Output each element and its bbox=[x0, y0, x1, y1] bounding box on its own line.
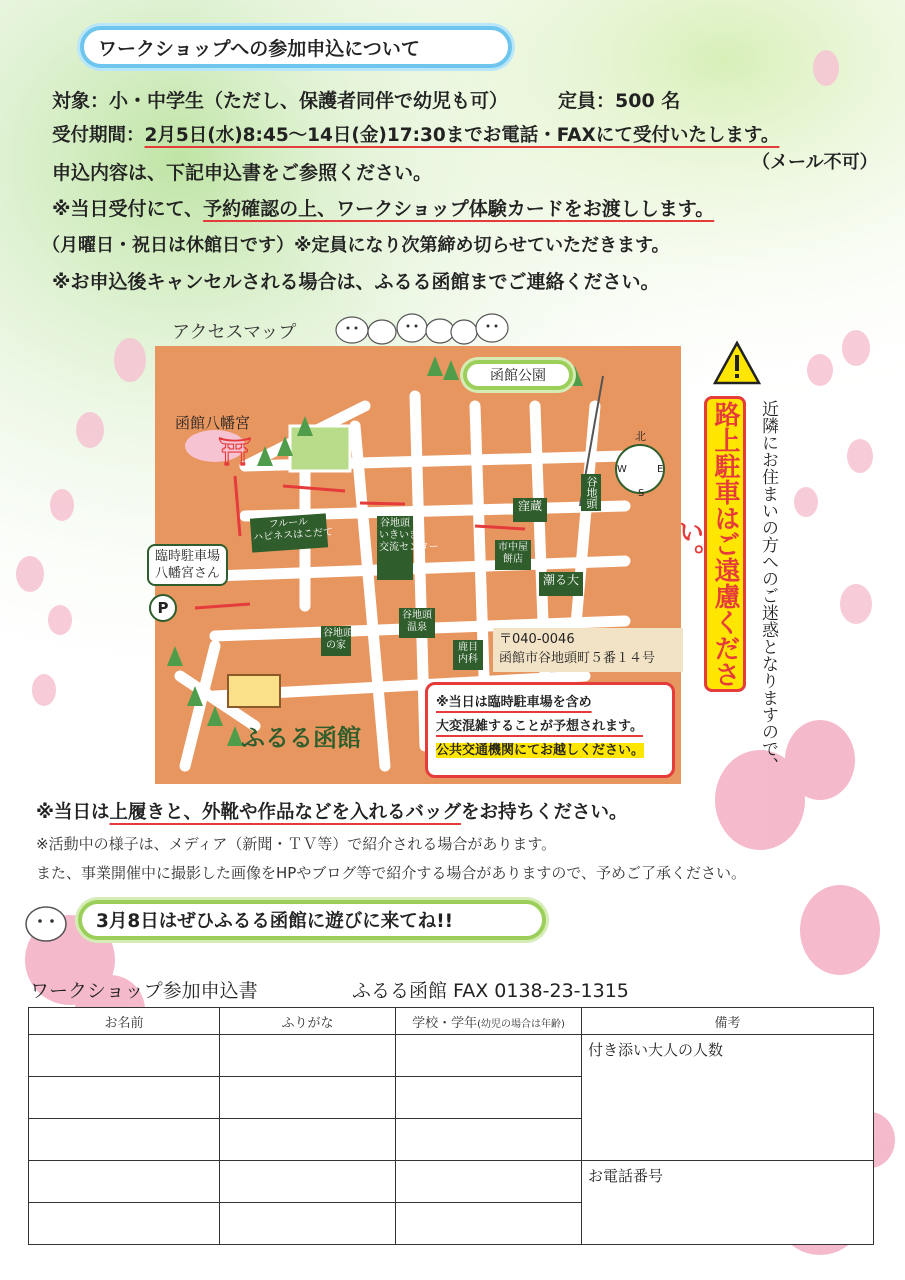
notice-l2: 大変混雑することが予想されます。 bbox=[436, 719, 643, 734]
access-map bbox=[155, 346, 681, 784]
invite-text: 3月8日はぜひふるる函館に遊びに来てね!! bbox=[96, 911, 454, 932]
name-cell-3[interactable] bbox=[29, 1119, 220, 1161]
reception-b: ワークショップ体験カード bbox=[336, 198, 564, 220]
school-cell-1[interactable] bbox=[396, 1035, 582, 1077]
period-line bbox=[52, 121, 779, 147]
no-parking-warning bbox=[674, 396, 746, 692]
reception-post: をお渡しします。 bbox=[563, 198, 715, 220]
reception-pre: ※当日受付にて、 bbox=[52, 198, 204, 220]
furigana-cell-3[interactable] bbox=[220, 1119, 396, 1161]
capacity-text: 定員：500 名 bbox=[558, 90, 681, 112]
address-box bbox=[493, 628, 683, 672]
name-cell-2[interactable] bbox=[29, 1077, 220, 1119]
cancel-line bbox=[52, 267, 659, 294]
school-cell-3[interactable] bbox=[396, 1119, 582, 1161]
period-text: 2月5日(水)8:45～14日(金)17:30までお電話・FAXにて受付いたします。 bbox=[144, 125, 780, 146]
place-center: 谷地頭 いきいき 交流センター bbox=[377, 516, 413, 580]
birds-illustration bbox=[332, 308, 522, 348]
furigana-cell-2[interactable] bbox=[220, 1077, 396, 1119]
target-line bbox=[52, 86, 508, 113]
place-kubo: 窪蔵 bbox=[513, 498, 547, 522]
map-title: アクセスマップ bbox=[172, 322, 297, 343]
place-kids: 谷地頭 の家 bbox=[321, 626, 351, 656]
no-mail-text: （メール不可） bbox=[752, 152, 878, 173]
parking-icon: P bbox=[149, 594, 177, 622]
bag-post: をお持ちください。 bbox=[461, 802, 628, 823]
closed-text: （月曜日・祝日は休館日です）※定員になり次第締め切らせていただきます。 bbox=[42, 235, 670, 256]
no-mail-line bbox=[752, 148, 878, 174]
place-flour: フルール ハピネスはこだて bbox=[250, 513, 328, 552]
content-text: 申込内容は、下記申込書をご参照ください。 bbox=[52, 162, 433, 184]
shrine-label: 函館八幡宮 bbox=[175, 414, 251, 432]
place-clinic: 鹿目 内科 bbox=[453, 640, 483, 670]
period-label: 受付期間： bbox=[52, 125, 145, 146]
phone-label: お電話番号 bbox=[588, 1167, 664, 1185]
phone-cell[interactable] bbox=[582, 1161, 874, 1245]
header-title bbox=[80, 26, 512, 68]
form-fax: ふるる函館 FAX 0138-23-1315 bbox=[352, 980, 629, 1002]
school-cell-5[interactable] bbox=[396, 1203, 582, 1245]
place-shiosai: 潮る大 bbox=[539, 572, 583, 596]
col-furigana: ふりがな bbox=[220, 1008, 396, 1035]
bag-pre: ※当日は bbox=[36, 802, 110, 823]
park-label bbox=[463, 360, 573, 390]
blog-note: また、事業開催中に撮影した画像をHPやブログ等で紹介する場合がありますので、予めご了承ください。 bbox=[36, 864, 747, 882]
address-text: 函館市谷地頭町５番１４号 bbox=[499, 651, 656, 666]
compass-e: E bbox=[657, 464, 664, 475]
address-zip: 〒040-0046 bbox=[499, 632, 575, 647]
col-name: お名前 bbox=[29, 1008, 220, 1035]
neighbor-note-text: 近隣にお住まいの方へのご迷惑となりますので、 bbox=[758, 400, 778, 774]
furigana-cell-5[interactable] bbox=[220, 1203, 396, 1245]
invite-banner bbox=[78, 900, 546, 940]
notice-l1: ※当日は臨時駐車場を含め bbox=[436, 695, 592, 710]
col-remarks: 備考 bbox=[582, 1008, 874, 1035]
place-ichinaka: 市中屋 餅店 bbox=[495, 540, 531, 570]
col-school: 学校・学年(幼児の場合は年齢) bbox=[396, 1008, 582, 1035]
cancel-text: ※お申込後キャンセルされる場合は、ふるる函館までご連絡ください。 bbox=[52, 271, 660, 293]
bag-a: 上履きと、外靴や作品などを入れるバッグ bbox=[109, 802, 462, 823]
closed-line bbox=[42, 231, 670, 257]
compass-north: 北 bbox=[635, 430, 646, 443]
torii-icon: ⛩ bbox=[217, 435, 253, 468]
neighbor-note bbox=[752, 400, 782, 790]
compass-w: W bbox=[617, 464, 627, 475]
capacity-line bbox=[558, 86, 680, 113]
furigana-cell-1[interactable] bbox=[220, 1035, 396, 1077]
parking-label: 臨時駐車場 八幡宮さん bbox=[147, 544, 228, 586]
place-yachigashira: 谷地頭 bbox=[581, 474, 601, 511]
adult-count-label: 付き添い大人の人数 bbox=[588, 1041, 724, 1059]
brand-logo: ふるる函館 bbox=[241, 724, 361, 752]
warning-icon bbox=[712, 340, 762, 386]
furigana-cell-4[interactable] bbox=[220, 1161, 396, 1203]
park-label-text: 函館公園 bbox=[490, 368, 546, 384]
house-icon bbox=[227, 674, 281, 708]
school-cell-4[interactable] bbox=[396, 1161, 582, 1203]
bag-line bbox=[36, 798, 628, 824]
notice-l3: 公共交通機関にてお越しください。 bbox=[436, 743, 645, 758]
name-cell-4[interactable] bbox=[29, 1161, 220, 1203]
target-text: 対象：小・中学生（ただし、保護者同伴で幼児も可） bbox=[52, 90, 509, 112]
bird-icon bbox=[22, 902, 72, 944]
header-title-text: ワークショップへの参加申込について bbox=[98, 37, 420, 60]
form-title: ワークショップ参加申込書 bbox=[30, 980, 258, 1002]
reception-line bbox=[52, 194, 714, 221]
place-onsen: 谷地頭 温泉 bbox=[399, 608, 435, 638]
content-line bbox=[52, 158, 432, 185]
school-cell-2[interactable] bbox=[396, 1077, 582, 1119]
name-cell-1[interactable] bbox=[29, 1035, 220, 1077]
compass-s: S bbox=[638, 488, 645, 499]
name-cell-5[interactable] bbox=[29, 1203, 220, 1245]
media-note: ※活動中の様子は、メディア（新聞・ＴＶ等）で紹介される場合があります。 bbox=[36, 835, 557, 853]
application-form bbox=[28, 1007, 874, 1245]
notice-box bbox=[425, 682, 675, 778]
reception-a: 予約確認の上、 bbox=[203, 198, 337, 220]
adult-count-cell[interactable] bbox=[582, 1035, 874, 1161]
no-parking-text: 路上駐車はご遠慮ください。 bbox=[674, 401, 740, 687]
